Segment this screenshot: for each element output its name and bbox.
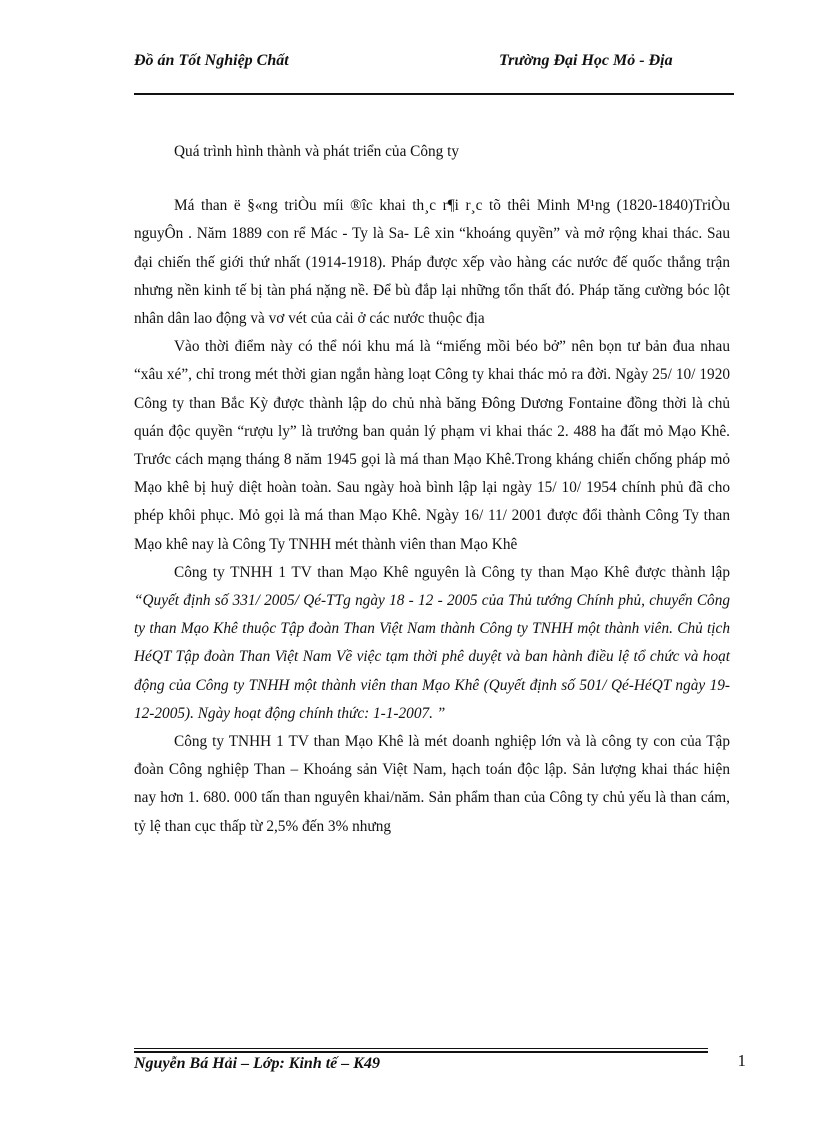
paragraph-history: Má than ë §«ng triÒu míi ®îc khai th¸c r¶i r¸c tõ thêi Minh M¹ng (1820-1840)TriÒu nguyÔn . Năm 1889 con rể Mác - Ty là Sa- Lê xin “khoáng quyền” và mở rộng khai thác. Sau đại chiến thế giới thứ nhất (1914-1918). Pháp được xếp vào hàng các nước đế quốc thắng trận nhưng nền kinh tế bị tàn phá nặng nề. Để bù đắp lại những tổn thất đó. Pháp tăng cường bóc lột nhân dân lao động và vơ vét của cải ở các nước thuộc địa	[134, 197, 730, 328]
footer-divider-thin	[134, 1048, 708, 1049]
footer-author: Nguyễn Bá Hải – Lớp: Kinh tế – K49	[134, 1055, 380, 1072]
document-body	[134, 138, 730, 841]
paragraph-establishment	[134, 559, 730, 728]
paragraph-company-profile: Công ty TNHH 1 TV than Mạo Khê là mét doanh nghiệp lớn và là công ty con của Tập đoàn Công nghiệp Than – Khoáng sản Việt Nam, hạch toán độc lập. Sản lượng khai thác hiện nay hơn 1. 680. 000 tấn than nguyên khai/năm. Sản phẩm than của Công ty chủ yếu là than cám, tỷ lệ than cục thấp từ 2,5% đến 3% nhưng	[134, 733, 730, 835]
decision-quote: “Quyết định số 331/ 2005/ Qé-TTg ngày 18 - 12 - 2005 của Thủ tướng Chính phủ, chuyển Công ty than Mạo Khê thuộc Tập đoàn Than Việt Nam thành Công ty TNHH một thành viên. Chủ tịch HéQT Tập đoàn Than Việt Nam Về việc tạm thời phê duyệt và ban hành điều lệ tổ chức và hoạt động của Công ty TNHH một thành viên than Mạo Khê (Quyết định số 501/ Qé-HéQT ngày 19-12-2005). Ngày hoạt động chính thức: 1-1-2007. ”	[134, 592, 730, 722]
section-title: Quá trình hình thành và phát triển của Công ty	[174, 143, 460, 160]
paragraph-colonial-period: Vào thời điểm này có thể nói khu má là “miếng mồi béo bở” nên bọn tư bản đua nhau “xâu xé”, chỉ trong mét thời gian ngắn hàng loạt Công ty khai thác mỏ ra đời. Ngày 25/ 10/ 1920 Công ty than Bắc Kỳ được thành lập do chủ nhà băng Đông Dương Fontaine đồng thời là chủ quán độc quyền “rượu ly” là trưởng ban quản lý phạm vi khai thác 2. 488 ha đất mỏ Mạo Khê. Trước cách mạng tháng 8 năm 1945 gọi là má than Mạo Khê.Trong kháng chiến chống pháp mỏ Mạo khê bị huỷ diệt hoàn toàn. Sau ngày hoà bình lập lại ngày 15/ 10/ 1954 chính phủ đã cho phép khôi phục. Mỏ gọi là má than Mạo Khê. Ngày 16/ 11/ 2001 được đổi thành Công Ty than Mạo khê nay là Công Ty TNHH mét thành viên than Mạo Khê	[134, 338, 730, 553]
page-number: 1	[737, 1051, 746, 1070]
header-divider	[134, 93, 734, 95]
header-left-title: Đồ án Tốt Nghiệp Chất	[134, 52, 289, 69]
header-right-title: Trường Đại Học Mỏ - Địa	[499, 52, 673, 69]
paragraph-establishment-lead: Công ty TNHH 1 TV than Mạo Khê nguyên là Công ty than Mạo Khê được thành lập	[174, 563, 730, 581]
